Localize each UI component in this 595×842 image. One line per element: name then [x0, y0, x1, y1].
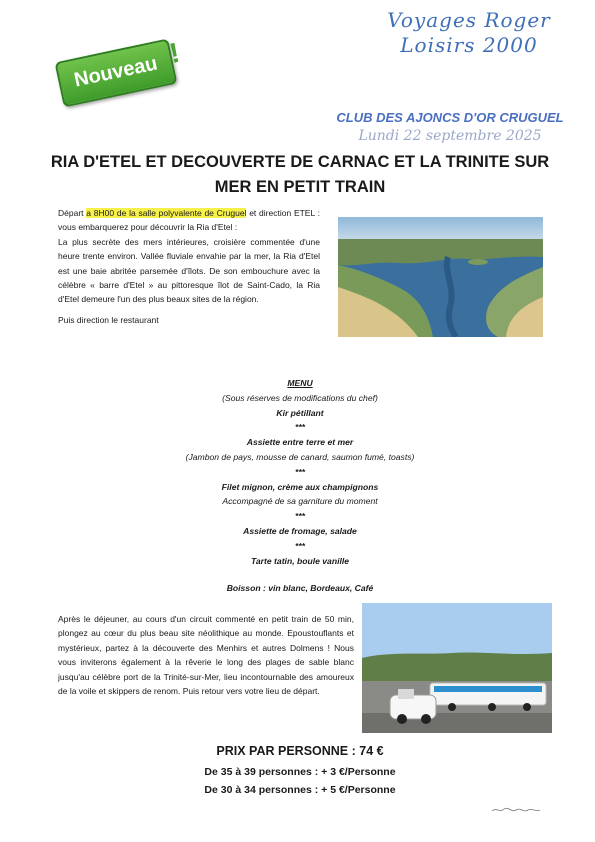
menu-item: Tarte tatin, boule vanille [250, 555, 350, 566]
menu-item: Assiette entre terre et mer [246, 437, 354, 448]
handwritten-mark [490, 800, 550, 810]
menu-heading: MENU [287, 378, 313, 388]
menu-separator: *** [294, 540, 306, 551]
intro-paragraph [58, 206, 320, 327]
menu-note: (Sous réserves de modifications du chef) [222, 392, 378, 403]
club-name: CLUB DES AJONCS D'OR CRUGUEL [336, 110, 564, 125]
departure-highlight: a 8H00 de la salle polyvalente de Cruguel [86, 208, 247, 218]
menu-item: Assiette de fromage, salade [243, 525, 357, 536]
price-tier-2: De 30 à 34 personnes : + 5 €/Personne [204, 784, 396, 796]
exclamation-icon: ! [166, 36, 183, 70]
intro-body: La plus secrète des mers intérieures, croisière commentée d'une heure trente environ. Vallée fluviale envahie par la mer, la Ria d'Etel est une baie abritée parsemée d'îlots. De son embouchure avec la célèbre « barre d'Etel » au pittoresque îlot de Saint-Cado, la Ria d'Etel demeure l'un des plus beaux sites de la région. [58, 236, 320, 305]
drinks-line: Boisson : vin blanc, Bordeaux, Café [226, 583, 374, 593]
menu-item-detail: (Jambon de pays, mousse de canard, saumon fumé, toasts) [185, 451, 415, 462]
price-per-person: PRIX PAR PERSONNE : 74 € [216, 744, 384, 758]
price-tier-1: De 35 à 39 personnes : + 3 €/Personne [204, 766, 396, 778]
intro-rest: et direction ETEL : vous embarquerez pour découvrir la Ria d'Etel : [58, 208, 321, 233]
intro-prefix: Départ [58, 208, 87, 218]
brand-logo [369, 8, 569, 58]
nouveau-badge [54, 36, 183, 107]
menu-item: Filet mignon, crème aux champignons [221, 481, 379, 492]
menu-separator: *** [294, 422, 306, 433]
brand-line-2: Loisirs 2000 [400, 33, 538, 57]
title-line-2: MER EN PETIT TRAIN [214, 178, 386, 196]
menu-item: Kir pétillant [276, 407, 324, 418]
menu-separator: *** [294, 466, 306, 477]
petit-train-photo [362, 603, 552, 733]
badge-label: Nouveau [72, 52, 160, 92]
page-title [40, 150, 560, 200]
restaurant-line: Puis direction le restaurant [58, 314, 159, 325]
title-line-1: RIA D'ETEL ET DECOUVERTE DE CARNAC ET LA TRINITE SUR [50, 153, 550, 171]
ria-etel-aerial-photo [338, 217, 543, 337]
menu-item-detail: Accompagné de sa garniture du moment [222, 496, 378, 507]
afternoon-paragraph: Après le déjeuner, au cours d'un circuit commenté en petit train de 50 min, plongez au cœur du plus beau site néolithique au monde. Epoustouflants et mystérieux, partez à la découverte des Menhirs et autres Dolmens ! Nous vous inviterons également à la rêverie le long des plages de sable blanc jusqu'au célèbre port de la Trinité-sur-Mer, lieu incontournable des amoureux de la voile et skippers de renom. Puis retour vers votre lieu de départ. [58, 614, 354, 697]
brand-line-1: Voyages Roger [387, 8, 551, 32]
menu-block [120, 376, 480, 568]
trip-date: Lundi 22 septembre 2025 [358, 128, 542, 144]
menu-separator: *** [294, 511, 306, 522]
